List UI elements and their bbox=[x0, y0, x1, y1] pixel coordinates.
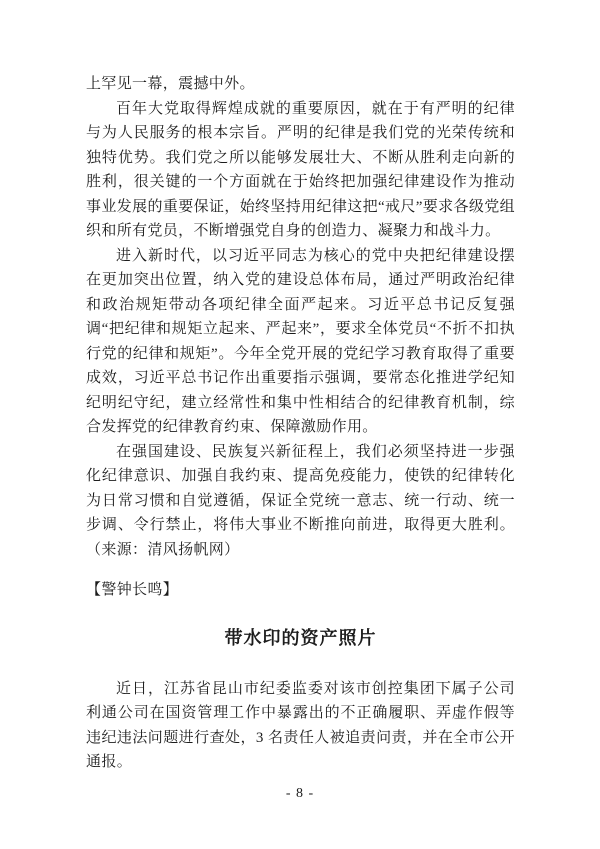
paragraph: 进入新时代，以习近平同志为核心的党中央把纪律建设摆在更加突出位置，纳入党的建设总体布局，通过严明政治纪律和政治规矩带动各项纪律全面严起来。习近平总书记反复强调“把纪律和规矩立起来、严起来”，要求全体党员“不折不扣执行党的纪律和规矩”。今年全党开展的党纪学习教育取得了重要成效，习近平总书记作出重要指示强调，要常态化推进学纪知纪明纪守纪，建立经常性和集中性相结合的纪律教育机制，综合发挥党的纪律教育约束、保障激励作用。 bbox=[86, 247, 515, 435]
page-number: - 8 - bbox=[285, 786, 315, 801]
paragraph: 近日，江苏省昆山市纪委监委对该市创控集团下属子公司利通公司在国资管理工作中暴露出的不正确履职、弄虚作假等违纪违法问题进行查处，3 名责任人被追责问责，并在全市公开通报。 bbox=[86, 680, 515, 770]
paragraph: 百年大党取得辉煌成就的重要原因，就在于有严明的纪律与为人民服务的根本宗旨。严明的纪律是我们党的光荣传统和独特优势。我们党之所以能够发展壮大、不断从胜利走向新的胜利，很关键的一个方面就在于始终把加强纪律建设作为推动事业发展的重要保证，始终坚持用纪律这把“戒尺”要求各级党组织和所有党员，不断增强党自身的创造力、凝聚力和战斗力。 bbox=[86, 100, 515, 239]
section-header: 【警钟长鸣】 bbox=[86, 582, 179, 598]
paragraph: 在强国建设、民族复兴新征程上，我们必须坚持进一步强化纪律意识、加强自我约束、提高免疫能力，使铁的纪律转化为日常习惯和自觉遵循，保证全党统一意志、统一行动、统一步调、令行禁止，将伟大事业不断推向前进，取得更大胜利。（来源：清风扬帆网） bbox=[86, 443, 515, 558]
article-title: 带水印的资产照片 bbox=[224, 627, 377, 648]
paragraph-continuation: 上罕见一幕，震撼中外。 bbox=[86, 76, 255, 92]
page-content bbox=[86, 72, 515, 775]
